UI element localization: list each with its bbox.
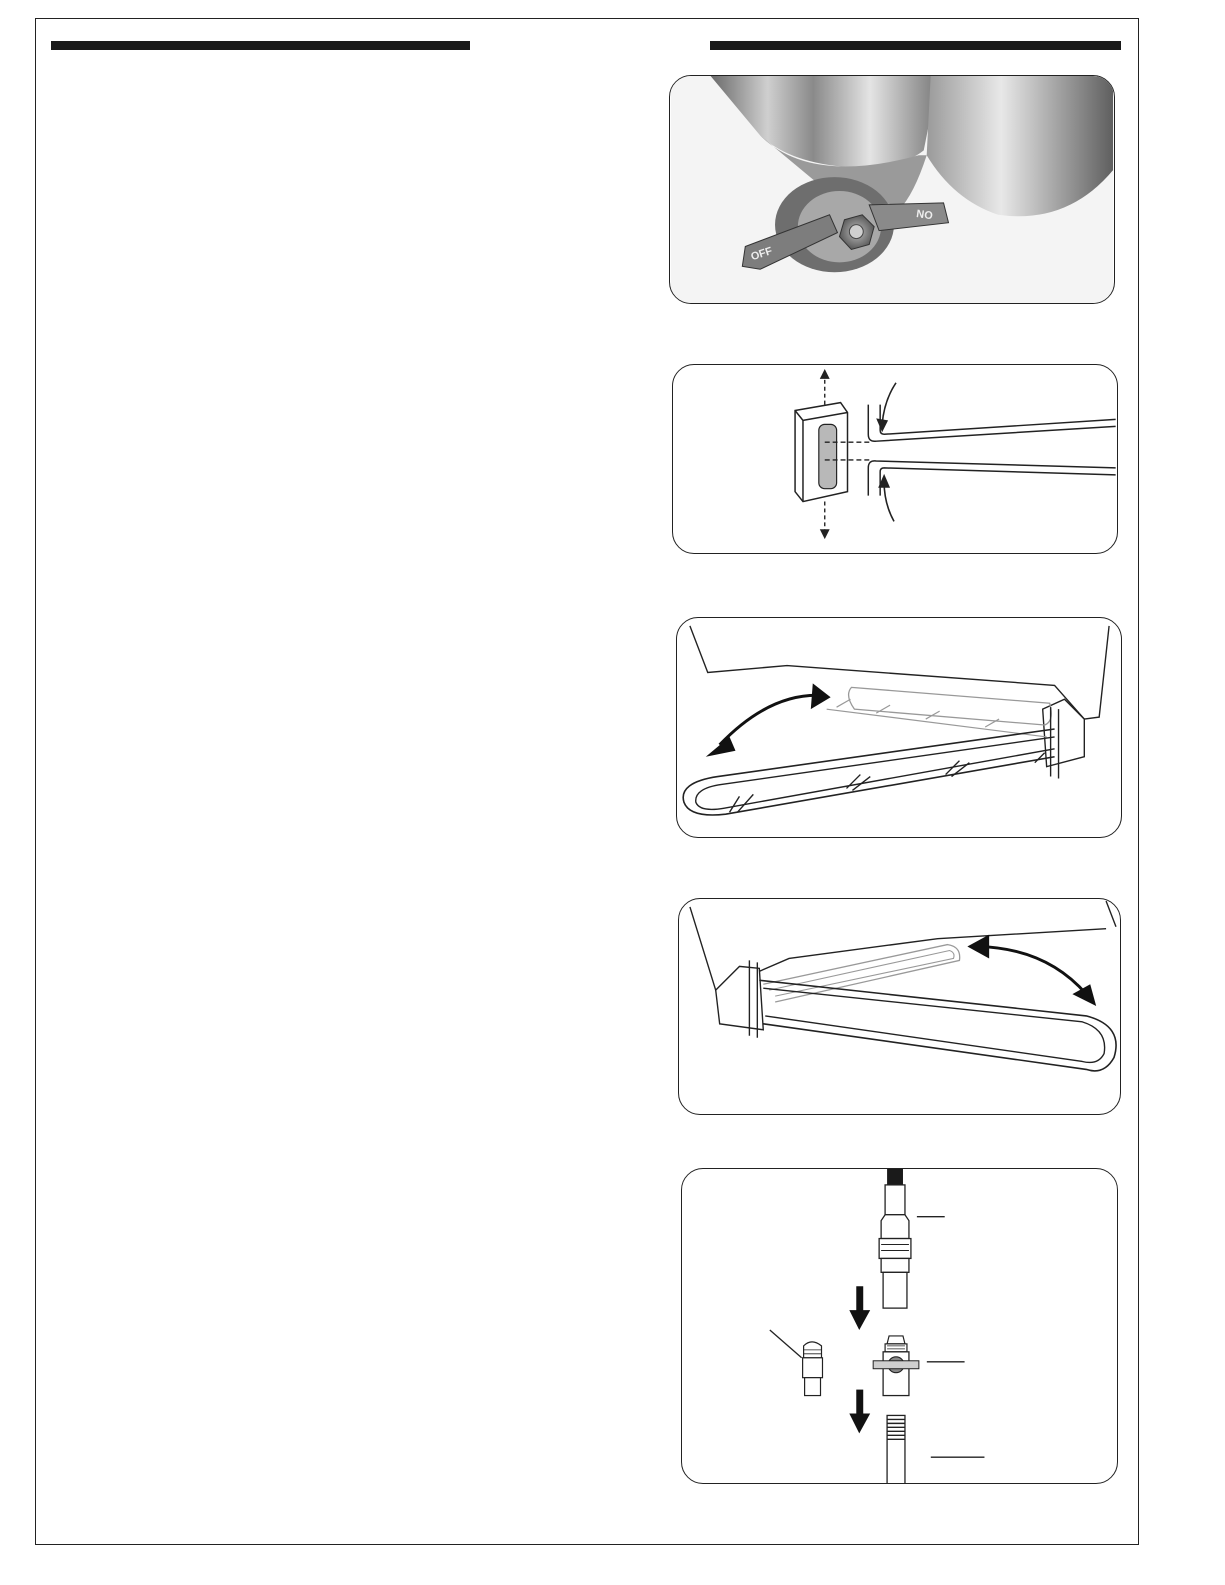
support-rod-swing-left-figure xyxy=(676,617,1122,838)
valve-off-label: OFF xyxy=(749,245,774,264)
support-rod-swing-left-diagram xyxy=(677,618,1121,837)
header-rule-right xyxy=(710,41,1121,50)
gas-connection-diagram xyxy=(682,1169,1117,1483)
header-rule-left xyxy=(51,41,470,50)
rod-bracket-figure xyxy=(672,364,1118,554)
rod-bracket-diagram xyxy=(673,365,1117,553)
gas-connection-figure xyxy=(681,1168,1118,1484)
support-rod-swing-right-diagram xyxy=(679,899,1120,1114)
valve-photo-figure xyxy=(669,75,1115,304)
support-rod-swing-right-figure xyxy=(678,898,1121,1115)
valve-on-label: ON xyxy=(915,206,934,221)
valve-photo-illustration xyxy=(670,76,1114,303)
